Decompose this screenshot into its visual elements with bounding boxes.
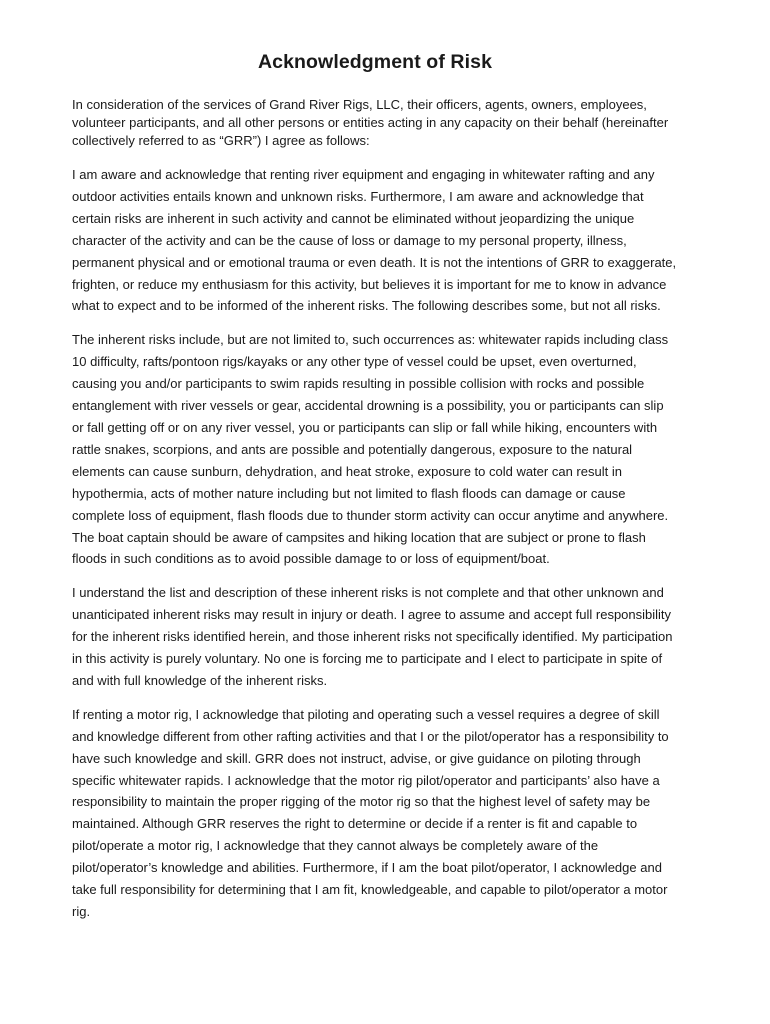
inherent-risks-paragraph: The inherent risks include, but are not limited to, such occurrences as: whitewater rapids including class 10 difficulty, rafts/pontoon rigs/kayaks or any other type of vessel could be upset, even overturned, causing you and/or participants to swim rapids resulting in possible collision with rocks and possible entanglement with river vessels or gear, accidental drowning is a possibility, you or participants can slip or fall getting off or on any river vessel, you or participants can slip or fall while hiking, encounters with rattle snakes, scorpions, and ants are possible and potentially dangerous, exposure to the natural elements can cause sunburn, dehydration, and heat stroke, exposure to cold water can result in hypothermia, acts of mother nature including but not limited to flash floods can damage or cause complete loss of equipment, flash floods due to thunder storm activity can occur anytime and anywhere. The boat captain should be aware of campsites and hiking location that are subject or prone to flash floods in such conditions as to avoid possible damage to or loss of equipment/boat.: [72, 332, 669, 567]
intro-paragraph: In consideration of the services of Grand River Rigs, LLC, their officers, agents, owners, employees, volunteer participants, and all other persons or entities acting in any capacity on their behalf (hereinafter collectively referred to as “GRR”) I agree as follows:: [72, 97, 669, 148]
document-title: Acknowledgment of Risk: [257, 51, 493, 73]
motor-rig-paragraph: If renting a motor rig, I acknowledge that piloting and operating such a vessel requires a degree of skill and knowledge different from other rafting activities and that I or the pilot/operator has a responsibility to have such knowledge and skill. GRR does not instruct, advise, or give guidance on piloting through specific whitewater rapids. I acknowledge that the motor rig pilot/operator and participants’ also have a responsibility to maintain the proper rigging of the motor rig so that the highest level of safety may be maintained. Although GRR reserves the right to determine or decide if a renter is fit and capable to pilot/operate a motor rig, I acknowledge that they cannot always be completely aware of the pilot/operator’s knowledge and abilities. Furthermore, if I am the boat pilot/operator, I acknowledge and take full responsibility for determining that I am fit, knowledgeable, and capable to pilot/operator a motor rig.: [72, 706, 669, 919]
assumption-of-risk-paragraph: I understand the list and description of these inherent risks is not complete and that other unknown and unanticipated inherent risks may result in injury or death. I agree to assume and accept full responsibility for the inherent risks identified herein, and those inherent risks not specifically identified. My participation in this activity is purely voluntary. No one is forcing me to participate and I elect to participate in spite of and with full knowledge of the inherent risks.: [72, 585, 673, 688]
risk-awareness-paragraph: I am aware and acknowledge that renting river equipment and engaging in whitewater rafting and any outdoor activities entails known and unknown risks. Furthermore, I am aware and acknowledge that certain risks are inherent in such activity and cannot be eliminated without jeopardizing the unique character of the activity and can be the cause of loss or damage to my personal property, illness, permanent physical and or emotional trauma or even death. It is not the intentions of GRR to exaggerate, frighten, or reduce my enthusiasm for this activity, but believes it is important for me to know in advance what to expect and to be informed of the inherent risks. The following describes some, but not all risks.: [72, 167, 677, 314]
